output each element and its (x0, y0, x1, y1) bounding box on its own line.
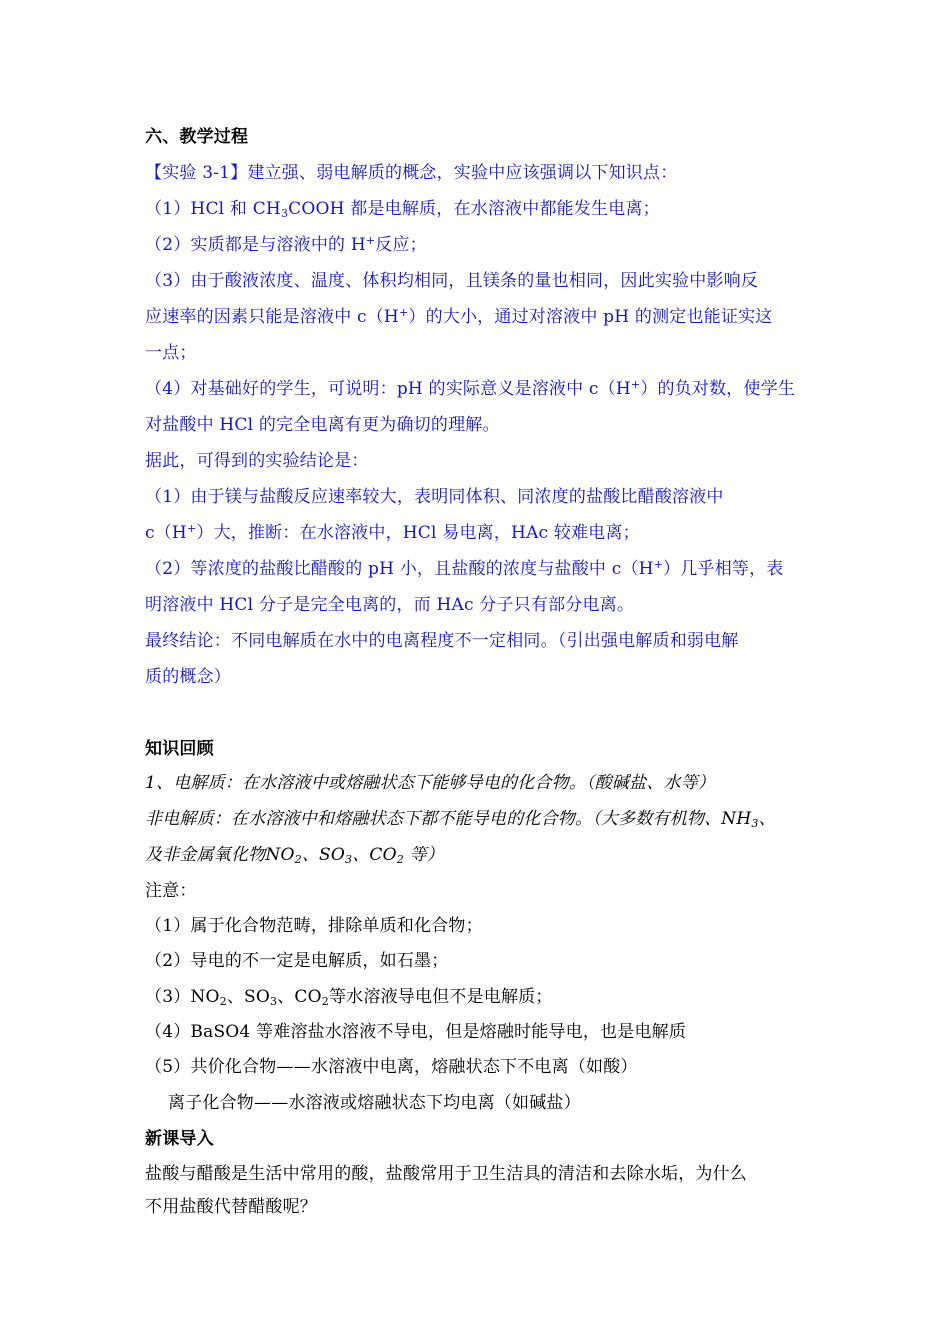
note-item-4: （4）BaSO4 等难溶盐水溶液不导电，但是熔融时能导电，也是电解质 (145, 1022, 687, 1042)
note-item-2: （2）导电的不一定是电解质，如石墨； (145, 951, 449, 971)
conclusion-1-line-1: （1）由于镁与盐酸反应速率较大，表明同体积、同浓度的盐酸比醋酸溶液中 (145, 487, 724, 507)
final-conclusion-line-2: 质的概念） (145, 667, 231, 687)
note-label: 注意： (145, 881, 197, 901)
experiment-point-3-line-3: 一点； (145, 343, 197, 363)
experiment-point-2: （2）实质都是与溶液中的 H+反应； (145, 234, 427, 255)
experiment-point-4-line-1: （4）对基础好的学生，可说明：pH 的实际意义是溶液中 c（H+）的负对数，使学生 (145, 378, 796, 399)
conclusion-intro: 据此，可得到的实验结论是： (145, 451, 369, 471)
experiment-point-3-line-2: 应速率的因素只能是溶液中 c（H+）的大小，通过对溶液中 pH 的测定也能证实这 (145, 306, 773, 327)
note-item-6: 离子化合物——水溶液或熔融状态下均电离（如碱盐） (168, 1093, 581, 1113)
experiment-intro: 建立强、弱电解质的概念，实验中应该强调以下知识点： (247, 163, 678, 183)
section-heading: 六、教学过程 (145, 127, 249, 147)
experiment-intro-line (145, 162, 677, 184)
experiment-point-4-line-2: 对盐酸中 HCl 的完全电离有更为确切的理解。 (145, 415, 500, 435)
conclusion-1-line-2: c（H+）大，推断：在水溶液中，HCl 易电离，HAc 较难电离； (145, 522, 640, 543)
experiment-tag: 【实验 3-1】 (145, 163, 248, 183)
electrolyte-definition: 1、电解质：在水溶液中或熔融状态下能够导电的化合物。（酸碱盐、水等） (145, 773, 716, 793)
experiment-point-1: （1）HCl 和 $CH_3COOH$ 都是电解质，在水溶液中都能发生电离； (145, 199, 660, 220)
note-item-5: （5）共价化合物——水溶液中电离，熔融状态下不电离（如酸） (145, 1057, 638, 1077)
new-lesson-line-1: 盐酸与醋酸是生活中常用的酸，盐酸常用于卫生洁具的清洁和去除水垢，为什么 (145, 1164, 747, 1184)
non-electrolyte-definition-line-2: 及非金属氧化物$NO_2$、$SO_3$、$CO_2$ 等） (145, 845, 444, 866)
new-lesson-heading: 新课导入 (145, 1129, 214, 1149)
final-conclusion-line-1: 最终结论：不同电解质在水中的电离程度不一定相同。（引出强电解质和弱电解 (145, 631, 739, 651)
review-heading: 知识回顾 (145, 739, 214, 759)
conclusion-2-line-2: 明溶液中 HCl 分子是完全电离的，而 HAc 分子只有部分电离。 (145, 595, 635, 615)
note-item-1: （1）属于化合物范畴，排除单质和化合物； (145, 916, 483, 936)
new-lesson-line-2: 不用盐酸代替醋酸呢？ (145, 1197, 317, 1217)
note-item-3: $(3)NO_2$、$SO_3$、$CO_2$等水溶液导电但不是电解质； (145, 987, 553, 1008)
conclusion-2-line-1: （2）等浓度的盐酸比醋酸的 pH 小，且盐酸的浓度与盐酸中 c（H+）几乎相等，表 (145, 558, 784, 579)
experiment-point-3-line-1: （3）由于酸液浓度、温度、体积均相同，且镁条的量也相同，因此实验中影响反 (145, 271, 759, 291)
non-electrolyte-definition-line-1: 非电解质：在水溶液中和熔融状态下都不能导电的化合物。（大多数有机物、$NH_3$、 (145, 809, 776, 830)
